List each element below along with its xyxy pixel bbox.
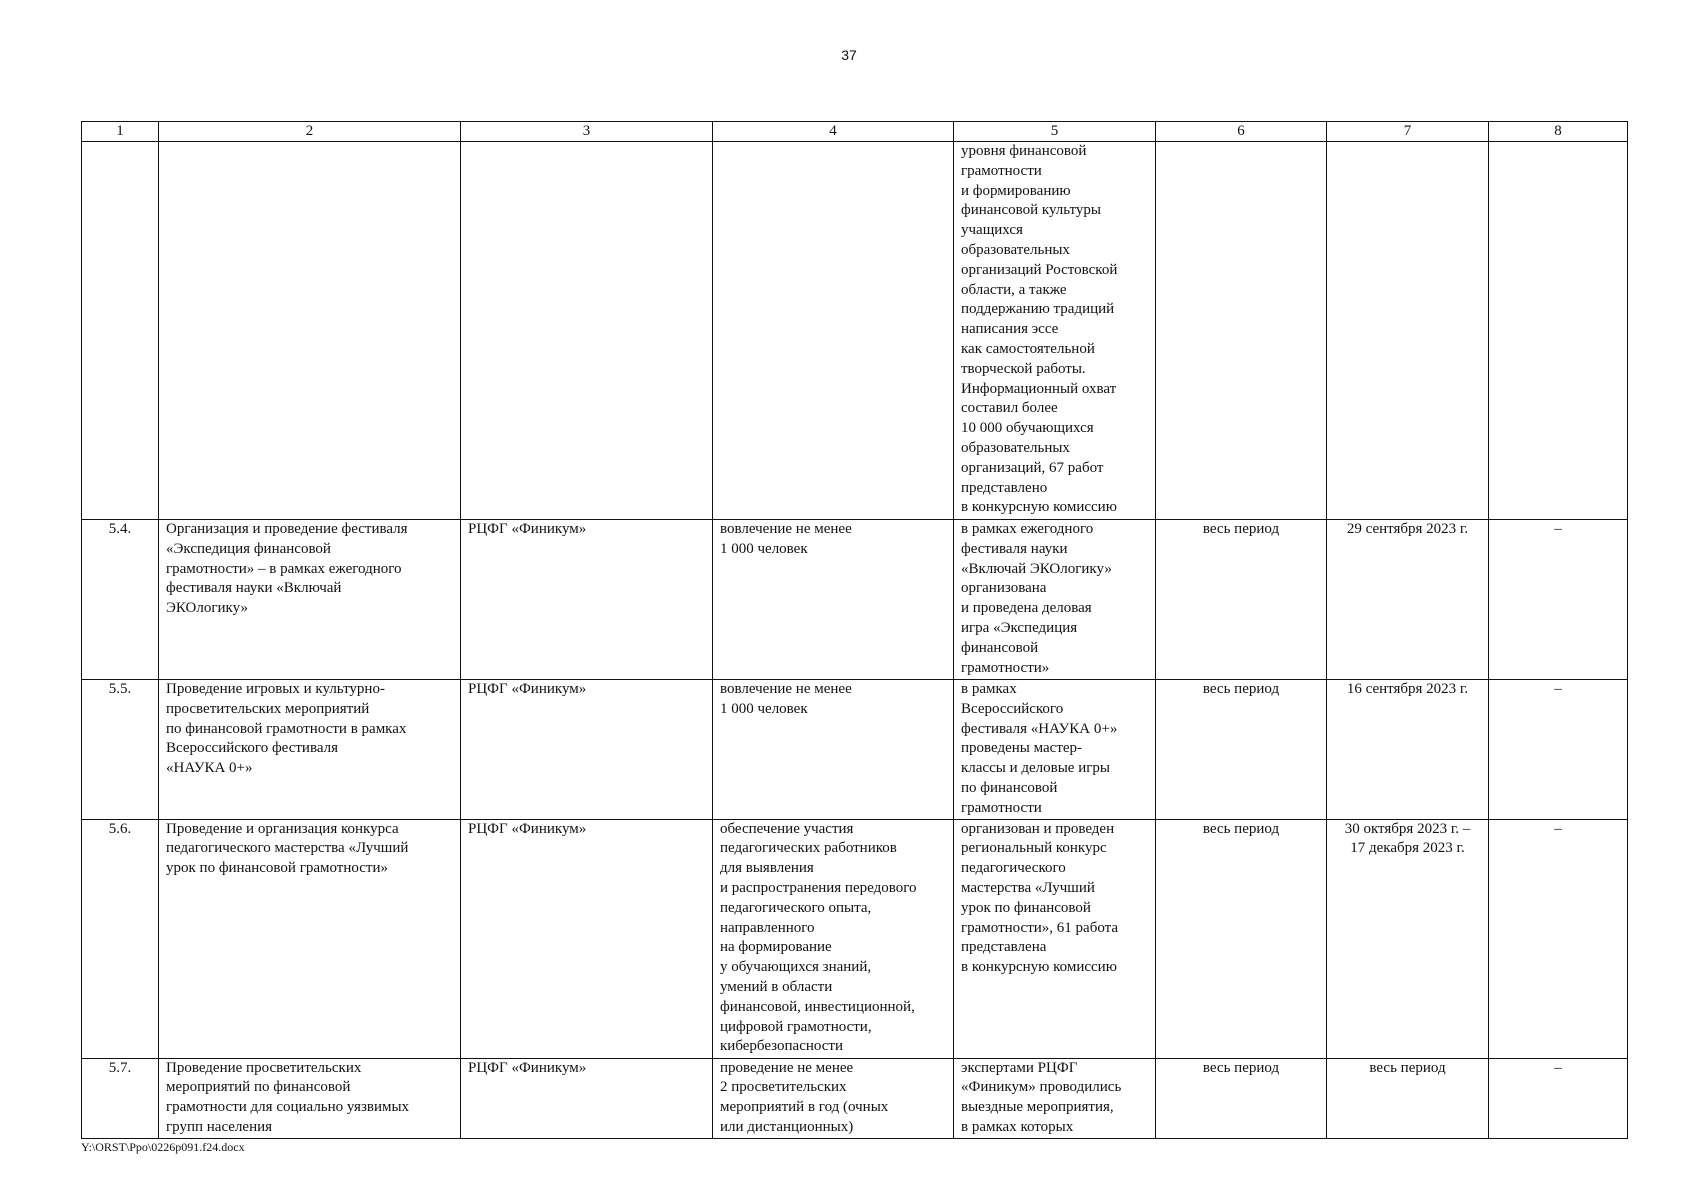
cell-expected-result [713, 142, 954, 520]
table-row [82, 520, 1628, 680]
cell-expected-result: вовлечение не менее 1 000 человек [713, 680, 954, 820]
cell-number: 5.5. [82, 680, 159, 820]
table-row [82, 680, 1628, 820]
cell-planned-period: весь период [1156, 520, 1327, 680]
cell-actual-period: 29 сентября 2023 г. [1327, 520, 1489, 680]
cell-actual-result: в рамках ежегодного фестиваля науки «Включай ЭКОлогику» организована и проведена деловая игра «Экспедиция финансовой грамотности» [954, 520, 1156, 680]
cell-number: 5.7. [82, 1058, 159, 1138]
file-path-footer: Y:\ORST\Ppo\0226p091.f24.docx [81, 1140, 245, 1154]
table-header-row [82, 122, 1628, 142]
cell-notes: – [1489, 520, 1628, 680]
cell-actual-result: экспертами РЦФГ «Финикум» проводились выездные мероприятия, в рамках которых [954, 1058, 1156, 1138]
cell-actual-period: весь период [1327, 1058, 1489, 1138]
column-header: 6 [1156, 122, 1327, 142]
cell-event: Организация и проведение фестиваля «Экспедиция финансовой грамотности» – в рамках ежегодного фестиваля науки «Включай ЭКОлогику» [159, 520, 461, 680]
cell-expected-result: проведение не менее 2 просветительских мероприятий в год (очных или дистанционных) [713, 1058, 954, 1138]
cell-actual-period: 16 сентября 2023 г. [1327, 680, 1489, 820]
cell-event: Проведение игровых и культурно- просветительских мероприятий по финансовой грамотности в рамках Всероссийского фестиваля «НАУКА 0+» [159, 680, 461, 820]
cell-number: 5.6. [82, 819, 159, 1058]
cell-actual-period: 30 октября 2023 г. – 17 декабря 2023 г. [1327, 819, 1489, 1058]
table-row [82, 819, 1628, 1058]
cell-executor: РЦФГ «Финикум» [461, 520, 713, 680]
cell-planned-period [1156, 142, 1327, 520]
column-header: 4 [713, 122, 954, 142]
cell-notes: – [1489, 819, 1628, 1058]
cell-expected-result: обеспечение участия педагогических работников для выявления и распространения передового педагогического опыта, направленного на формирование у обучающихся знаний, умений в области финансовой, инвестиционной, цифровой грамотности, кибербезопасности [713, 819, 954, 1058]
page-number: 37 [841, 47, 857, 63]
cell-executor: РЦФГ «Финикум» [461, 1058, 713, 1138]
column-header: 1 [82, 122, 159, 142]
cell-executor: РЦФГ «Финикум» [461, 680, 713, 820]
cell-executor [461, 142, 713, 520]
column-header: 3 [461, 122, 713, 142]
cell-planned-period: весь период [1156, 819, 1327, 1058]
cell-executor: РЦФГ «Финикум» [461, 819, 713, 1058]
cell-notes [1489, 142, 1628, 520]
cell-notes: – [1489, 1058, 1628, 1138]
column-header: 2 [159, 122, 461, 142]
report-table [81, 121, 1628, 1139]
column-header: 7 [1327, 122, 1489, 142]
column-header: 8 [1489, 122, 1628, 142]
cell-planned-period: весь период [1156, 680, 1327, 820]
cell-actual-period [1327, 142, 1489, 520]
cell-event [159, 142, 461, 520]
table-row [82, 1058, 1628, 1138]
cell-number: 5.4. [82, 520, 159, 680]
cell-actual-result: уровня финансовой грамотности и формированию финансовой культуры учащихся образовательных организаций Ростовской области, а также поддержанию традиций написания эссе как самостоятельной творческой работы. Информационный охват составил более 10 000 обучающихся образовательных организаций, 67 работ представлено в конкурсную комиссию [954, 142, 1156, 520]
cell-expected-result: вовлечение не менее 1 000 человек [713, 520, 954, 680]
cell-notes: – [1489, 680, 1628, 820]
cell-planned-period: весь период [1156, 1058, 1327, 1138]
cell-number [82, 142, 159, 520]
cell-event: Проведение просветительских мероприятий по финансовой грамотности для социально уязвимых групп населения [159, 1058, 461, 1138]
table-row [82, 142, 1628, 520]
cell-event: Проведение и организация конкурса педагогического мастерства «Лучший урок по финансовой грамотности» [159, 819, 461, 1058]
cell-actual-result: в рамках Всероссийского фестиваля «НАУКА 0+» проведены мастер- классы и деловые игры по финансовой грамотности [954, 680, 1156, 820]
column-header: 5 [954, 122, 1156, 142]
cell-actual-result: организован и проведен региональный конкурс педагогического мастерства «Лучший урок по финансовой грамотности», 61 работа представлена в конкурсную комиссию [954, 819, 1156, 1058]
